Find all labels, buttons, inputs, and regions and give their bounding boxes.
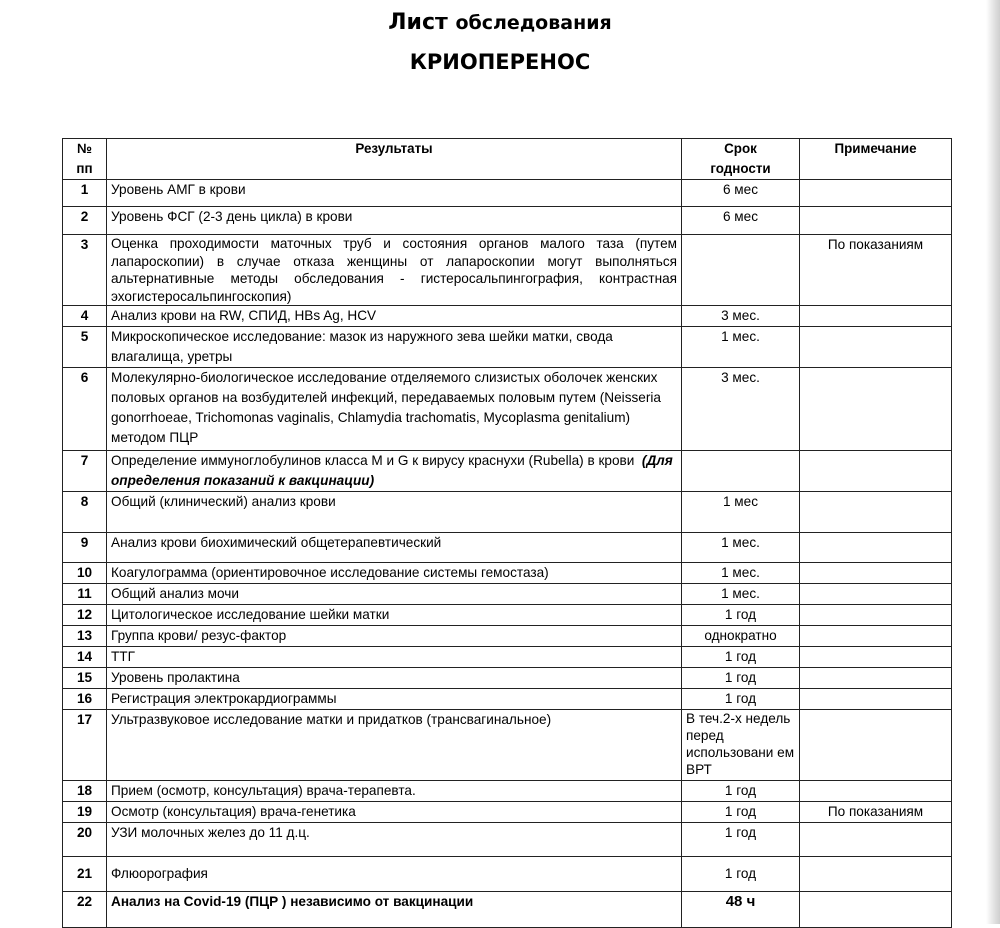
table-row: 9 Анализ крови биохимический общетерапевтический 1 мес. (63, 533, 952, 563)
table-row: 6 Молекулярно-биологическое исследование отделяемого слизистых оболочек женских половых органов на возбудителей инфекций, передаваемых половым путем (Neisseria gonorrhoeae, Trichomonas vaginalis, Chlamydia trachomatis, Mycoplasma genitalium) методом ПЦР 3 мес. (63, 368, 952, 451)
table-row: 13 Группа крови/ резус-фактор однократно (63, 626, 952, 647)
examination-table (62, 138, 952, 928)
table-row: 20 УЗИ молочных желез до 11 д.ц. 1 год (63, 823, 952, 857)
header-note: Примечание (800, 139, 952, 180)
page-edge-shadow (986, 0, 1000, 924)
table-row: 21 Флюорография 1 год (63, 857, 952, 892)
covid-term: 48 ч (725, 893, 756, 910)
table-row: 16 Регистрация электрокардиограммы 1 год (63, 689, 952, 710)
table-row: 11 Общий анализ мочи 1 мес. (63, 584, 952, 605)
table-row: 3 Оценка проходимости маточных труб и состояния органов малого таза (путем лапароскопии) в случае отказа женщины от лапароскопии могут выполняться альтернативные методы обследования - гистеросальпингография, контрастная эхогистеросальпингоскопия) По показаниям (63, 235, 952, 306)
table-row: 7 Определение иммуноглобулинов класса M и G к вирусу краснухи (Rubella) в крови (Для определения показаний к вакцинации) (63, 451, 952, 492)
table-row: 18 Прием (осмотр, консультация) врача-терапевта. 1 год (63, 781, 952, 802)
table-row: 10 Коагулограмма (ориентировочное исследование системы гемостаза) 1 мес. (63, 563, 952, 584)
table-row: 2 Уровень ФСГ (2-3 день цикла) в крови 6 мес (63, 207, 952, 235)
vaccination-note: (Для определения показаний к вакцинации) (111, 453, 673, 488)
header-term: Срок годности (682, 139, 800, 180)
table-row: 1 Уровень АМГ в крови 6 мес (63, 180, 952, 207)
table-row: 12 Цитологическое исследование шейки матки 1 год (63, 605, 952, 626)
table-row: 5 Микроскопическое исследование: мазок из наружного зева шейки матки, свода влагалища, уретры 1 мес. (63, 327, 952, 368)
table-row: 15 Уровень пролактина 1 год (63, 668, 952, 689)
table-header-row (63, 139, 952, 180)
table-row: 17 Ультразвуковое исследование матки и придатков (трансвагинальное) В теч.2-х недель перед использовани ем ВРТ (63, 710, 952, 781)
row-7-result: Определение иммуноглобулинов класса M и G к вирусу краснухи (Rubella) в крови (111, 453, 635, 468)
header-results: Результаты (107, 139, 682, 180)
header-num: № пп (63, 139, 107, 180)
document-title (0, 10, 1000, 35)
title-word-2: обследования (455, 12, 612, 34)
table-row: 19 Осмотр (консультация) врача-генетика 1 год По показаниям (63, 802, 952, 823)
table-row: 8 Общий (клинический) анализ крови 1 мес (63, 492, 952, 533)
table-row: 22 Анализ на Covid-19 (ПЦР ) независимо от вакцинации 48 ч (63, 892, 952, 928)
document-subtitle: КРИОПЕРЕНОС (409, 50, 591, 74)
table-row: 4 Анализ крови на RW, СПИД, HBs Ag, HCV 3 мес. (63, 306, 952, 327)
title-word-1: Лист (388, 10, 448, 35)
table-row: 14 ТТГ 1 год (63, 647, 952, 668)
